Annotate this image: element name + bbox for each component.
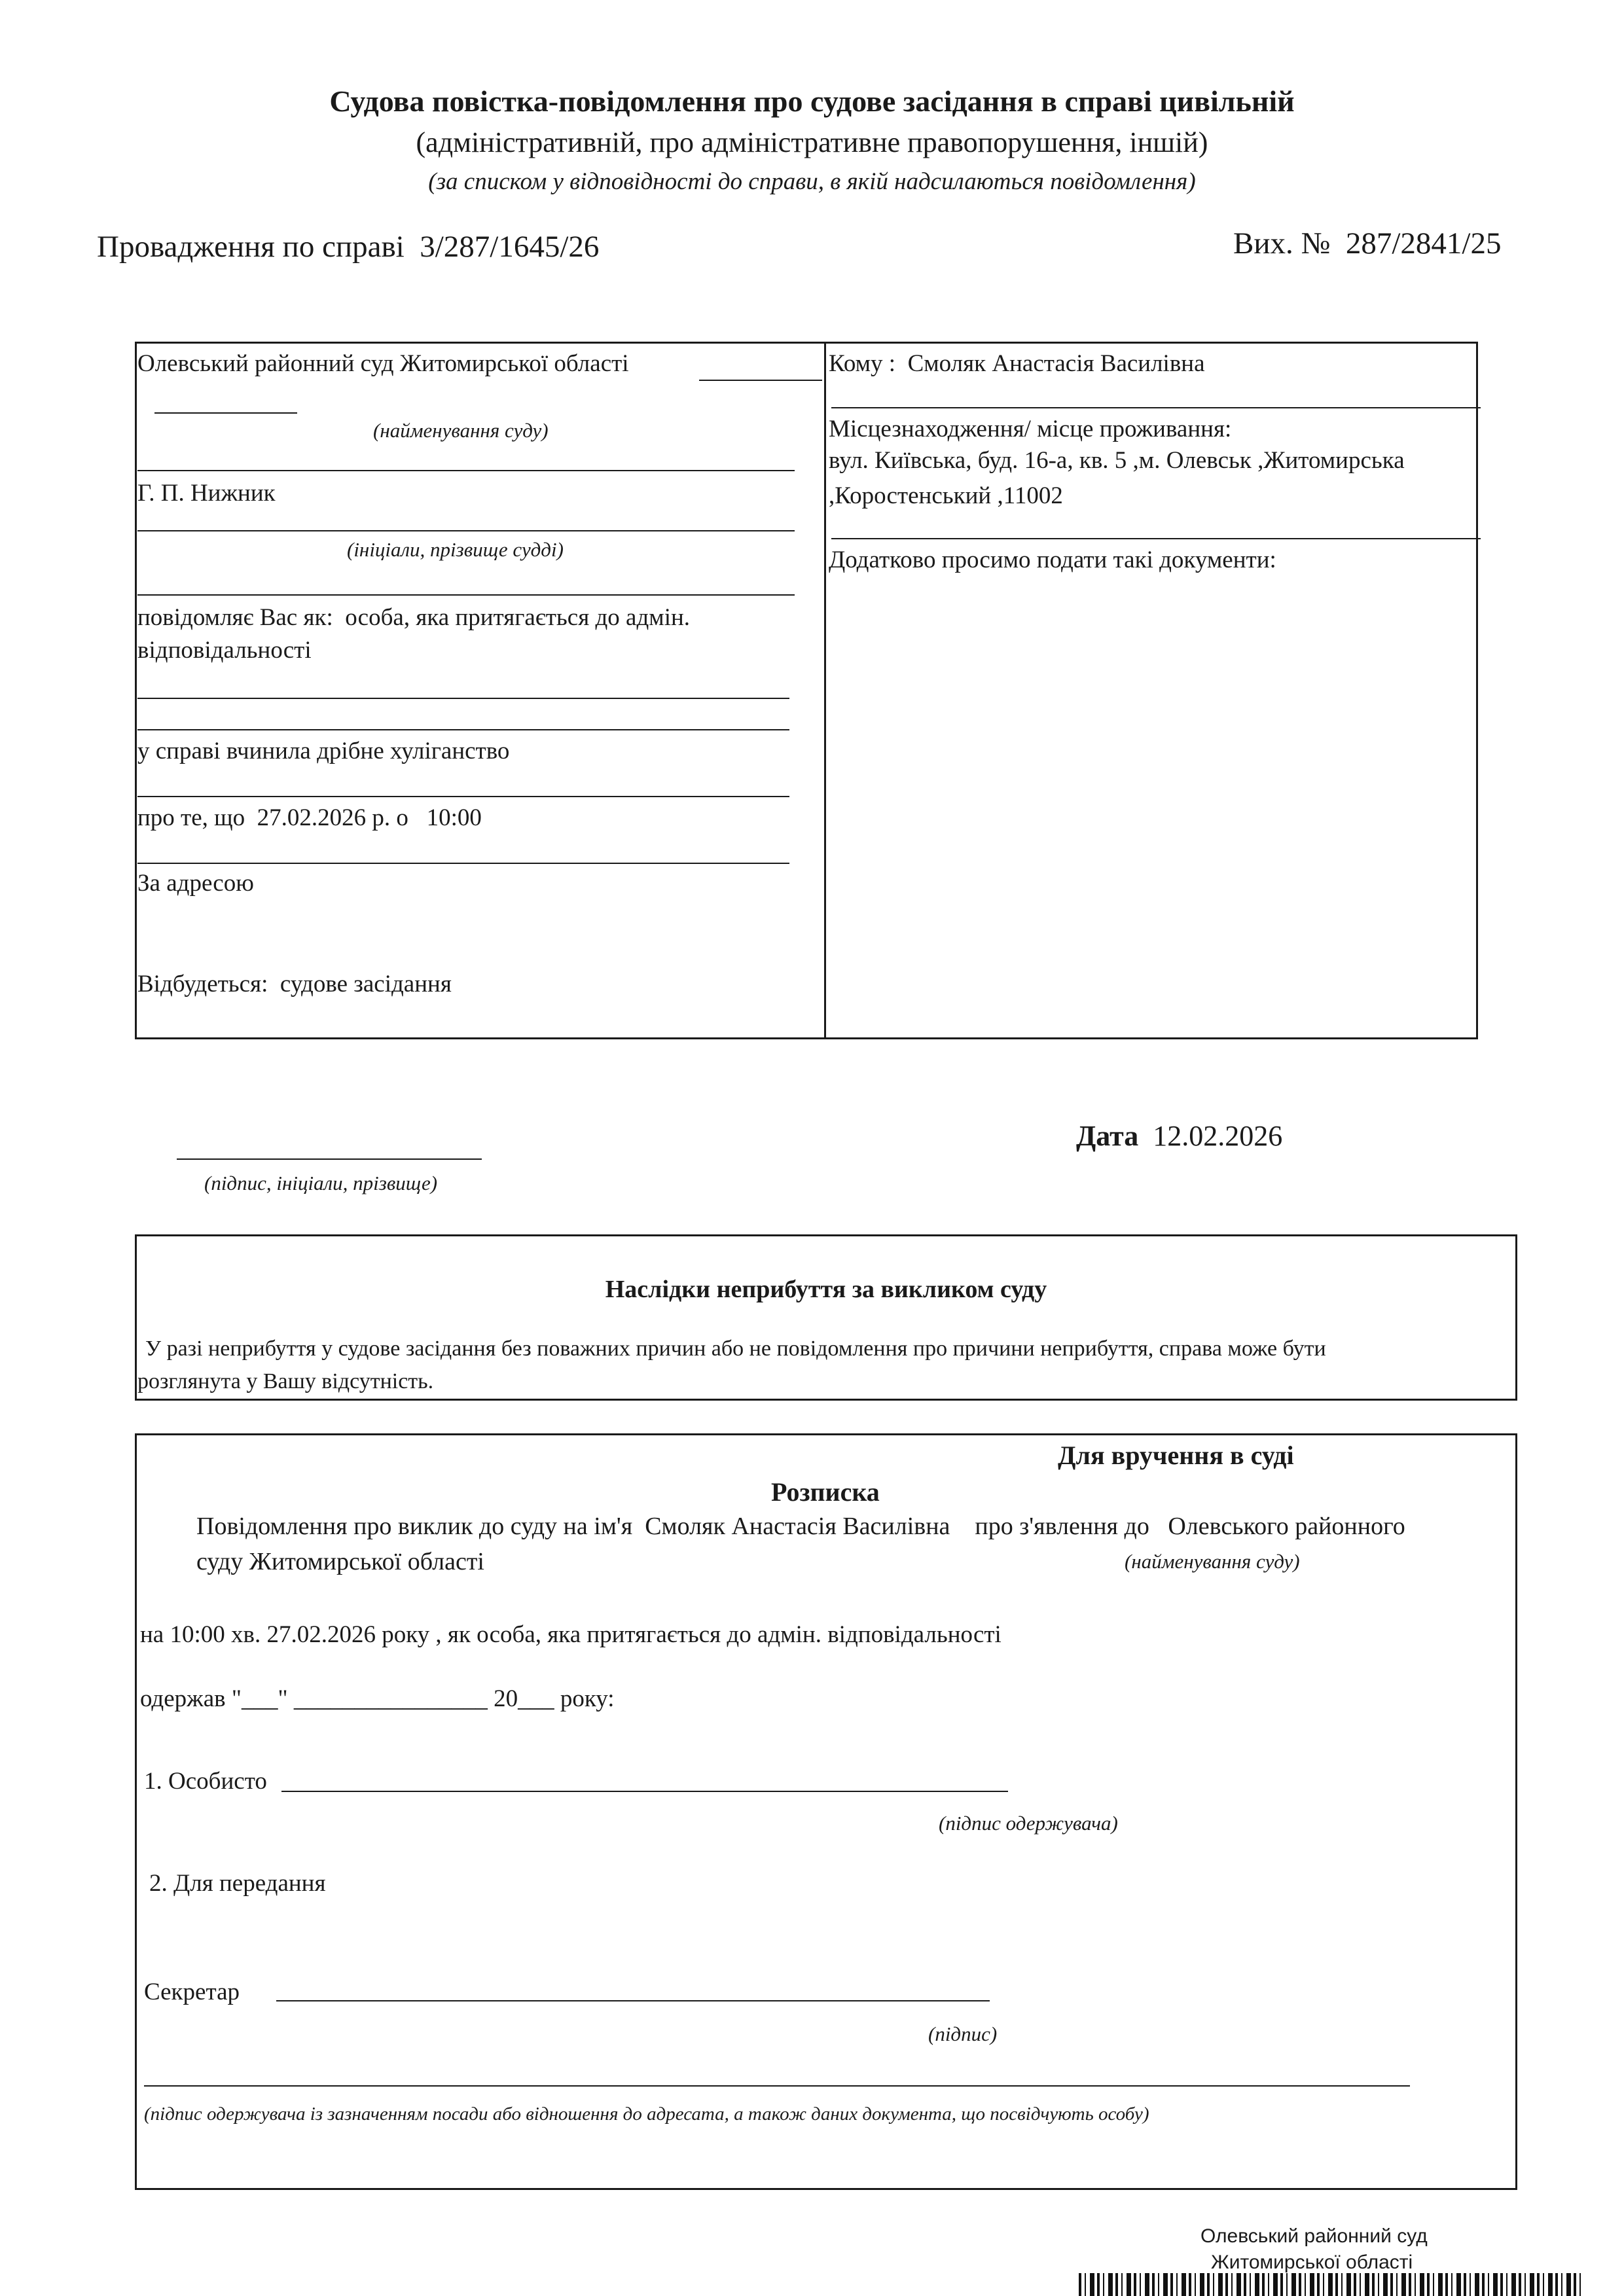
- notifies-role: особа, яка притягається до адмін.: [345, 604, 691, 631]
- document-subtitle: (адміністративній, про адміністративне правопорушення, іншій): [416, 126, 1208, 158]
- address-label: За адресою: [137, 870, 254, 897]
- case-subject-line: [137, 737, 509, 765]
- recipient-name: Смоляк Анастасія Василівна: [907, 350, 1205, 377]
- personally-signature-line: [281, 1791, 1008, 1792]
- secretary-label: Секретар: [144, 1979, 240, 2005]
- recipient-underline: [831, 407, 1481, 408]
- consequences-title: Наслідки неприбуття за викликом суду: [605, 1276, 1047, 1303]
- case-label: Провадження по справі: [97, 230, 405, 264]
- personally-label: 1. Особисто: [144, 1768, 267, 1795]
- location-label: Місцезнаходження/ місце проживання:: [829, 416, 1232, 442]
- stamp-line-1: Олевський районний суд: [1200, 2225, 1428, 2247]
- court-caption-line: [137, 470, 795, 471]
- notifies-role-continued: відповідальності: [137, 637, 312, 664]
- about-label: про те, що: [137, 804, 245, 831]
- receipt-court-part2: суду Житомирської області: [196, 1548, 484, 1575]
- receipt-title: Розписка: [771, 1477, 880, 1507]
- document-note: (за списком у відповідності до справи, в якій надсилаються повідомлення): [428, 168, 1196, 195]
- consequences-text-2: розглянута у Вашу відсутність.: [137, 1369, 434, 1393]
- recipient-line: [829, 350, 1205, 378]
- notifies-line: [137, 603, 690, 632]
- transfer-label: 2. Для передання: [149, 1870, 326, 1897]
- receipt-line-1: [196, 1512, 1405, 1541]
- case-subject-underline: [137, 796, 789, 797]
- to-label: Кому :: [829, 350, 896, 377]
- address-line-2: ,Коростенський ,11002: [829, 482, 1063, 509]
- year-suffix: р. о: [372, 804, 408, 831]
- event-line: [137, 970, 452, 998]
- hearing-date: 27.02.2026: [257, 804, 367, 831]
- personally-caption: (підпис одержувача): [939, 1812, 1118, 1835]
- address-underline: [831, 538, 1481, 539]
- document-title: Судова повістка-повідомлення про судове засідання в справі цивільній: [329, 84, 1295, 118]
- receipt-footer-line: [144, 2085, 1410, 2087]
- receipt-court-caption: (найменування суду): [1125, 1550, 1300, 1573]
- court-name-line: [699, 380, 822, 381]
- judge-name: Г. П. Нижник: [137, 480, 276, 507]
- receipt-line-2: на 10:00 хв. 27.02.2026 року , як особа, яка притягається до адмін. відповідальності: [140, 1621, 1001, 1648]
- signature-caption: (підпис, ініціали, прізвище): [204, 1172, 438, 1194]
- receipt-footer-caption: (підпис одержувача із зазначенням посади або відношення до адресата, а також даних документа, що посвідчують особу): [144, 2104, 1149, 2125]
- secretary-signature-line: [276, 2000, 990, 2001]
- receipt-recipient: Смоляк Анастасія Василівна: [645, 1513, 950, 1540]
- outgoing-number: 287/2841/25: [1345, 226, 1502, 260]
- receipt-court-part1: Олевського районного: [1168, 1513, 1405, 1540]
- case-subject-label: у справі вчинила: [137, 738, 311, 764]
- date-value: 12.02.2026: [1153, 1120, 1283, 1152]
- notifies-line-1: [137, 698, 789, 699]
- date-label: Дата: [1076, 1120, 1139, 1152]
- receipt-prefix: Повідомлення про виклик до суду на ім'я: [196, 1513, 633, 1540]
- hearing-time-line: [137, 804, 482, 832]
- outgoing-number-line: [1233, 226, 1501, 261]
- hearing-time: 10:00: [426, 804, 482, 831]
- date-line: [1076, 1119, 1282, 1153]
- judge-caption-line: [137, 594, 795, 596]
- additional-docs-label: Додатково просимо подати такі документи:: [829, 547, 1276, 573]
- court-name: Олевський районний суд Житомирської області: [137, 350, 629, 377]
- case-subject: дрібне хуліганство: [317, 738, 510, 764]
- court-name-line-2: [154, 412, 297, 414]
- notifies-label: повідомляє Вас як:: [137, 604, 333, 631]
- for-court-label: Для вручення в суді: [1058, 1441, 1294, 1470]
- signature-line: [177, 1158, 482, 1160]
- notifies-line-2: [137, 729, 789, 730]
- column-divider: [824, 342, 826, 1039]
- case-line: [97, 229, 599, 264]
- case-number: 3/287/1645/26: [420, 230, 600, 264]
- court-caption: (найменування суду): [373, 419, 549, 442]
- secretary-caption: (підпис): [928, 2022, 998, 2045]
- consequences-text-1: У разі неприбуття у судове засідання без поважних причин або не повідомлення про причини неприбуття, справа може бути: [145, 1336, 1326, 1361]
- stamp-line-2: Житомирської області: [1211, 2251, 1413, 2273]
- judge-caption: (ініціали, прізвище судді): [347, 538, 564, 561]
- receipt-mid: про з'явлення до: [975, 1513, 1149, 1540]
- received-line: одержав "___" ________________ 20___ року:: [140, 1685, 615, 1712]
- barcode: [1079, 2273, 1583, 2296]
- event-value: судове засідання: [280, 971, 452, 997]
- address-line-1: вул. Київська, буд. 16-а, кв. 5 ,м. Олевськ ,Житомирська: [829, 447, 1405, 474]
- hearing-underline: [137, 863, 789, 864]
- outgoing-label: Вих. №: [1233, 226, 1331, 260]
- event-label: Відбудеться:: [137, 971, 268, 997]
- judge-line: [137, 530, 795, 531]
